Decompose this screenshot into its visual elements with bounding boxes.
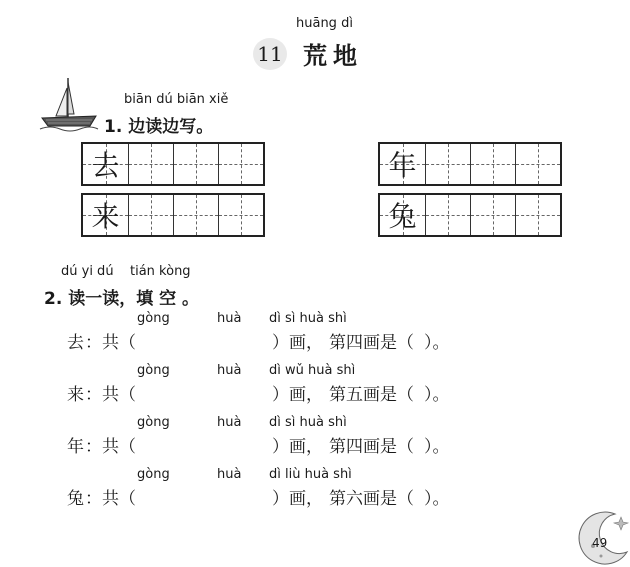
model-char: 来	[91, 200, 120, 233]
row-gong: ：共（	[85, 385, 136, 405]
grid-cell	[128, 195, 173, 235]
grid-cell	[380, 195, 425, 235]
page-number: 49	[592, 536, 608, 550]
row-ordinal: 第五画是（	[329, 385, 414, 405]
row-gong: ：共（	[85, 489, 136, 509]
row-pinyin-hua: huà	[217, 467, 242, 482]
row-pinyin-gong: gòng	[137, 415, 170, 430]
row-hua: ）画，	[272, 333, 323, 353]
section1-pinyin: biān dú biān xiě	[124, 92, 229, 107]
section1-heading: 1. 边读边写。	[104, 117, 214, 137]
row-ordinal: 第六画是（	[329, 489, 414, 509]
row-ordinal: 第四画是（	[329, 333, 414, 353]
writing-grid-row	[81, 193, 265, 237]
grid-cell	[425, 144, 470, 184]
grid-cell	[83, 195, 128, 235]
writing-grid-row	[378, 142, 562, 186]
row-gong: ：共（	[85, 437, 136, 457]
row-pinyin-hua: huà	[217, 415, 242, 430]
grid-cell	[173, 144, 218, 184]
title-pinyin: huāng dì	[296, 16, 353, 31]
section2-pinyin-2: tián kòng	[130, 264, 191, 279]
row-char: 来	[67, 385, 84, 405]
grid-cell	[173, 195, 218, 235]
model-char: 去	[91, 149, 120, 182]
row-pinyin-hua: huà	[217, 363, 242, 378]
row-pinyin-gong: gòng	[137, 467, 170, 482]
row-end: ）。	[424, 385, 450, 405]
row-char: 年	[67, 437, 84, 457]
writing-grid-row	[81, 142, 265, 186]
row-pinyin-ordinal: dì liù huà shì	[269, 467, 352, 482]
row-end: ）。	[424, 333, 450, 353]
row-gong: ：共（	[85, 333, 136, 353]
grid-cell	[470, 195, 515, 235]
model-char: 年	[388, 149, 417, 182]
row-ordinal: 第四画是（	[329, 437, 414, 457]
grid-cell	[218, 144, 263, 184]
row-pinyin-ordinal: dì wǔ huà shì	[269, 363, 356, 378]
grid-cell	[425, 195, 470, 235]
grid-cell	[218, 195, 263, 235]
row-hua: ）画，	[272, 489, 323, 509]
grid-cell	[380, 144, 425, 184]
grid-cell	[470, 144, 515, 184]
row-pinyin-hua: huà	[217, 311, 242, 326]
grid-cell	[515, 144, 560, 184]
row-end: ）。	[424, 437, 450, 457]
sailboat-icon	[38, 76, 100, 132]
row-pinyin-ordinal: dì sì huà shì	[269, 415, 347, 430]
writing-grid-row	[378, 193, 562, 237]
row-char: 去	[67, 333, 84, 353]
grid-cell	[515, 195, 560, 235]
row-pinyin-gong: gòng	[137, 311, 170, 326]
grid-cell	[128, 144, 173, 184]
row-hua: ）画，	[272, 437, 323, 457]
row-pinyin-gong: gòng	[137, 363, 170, 378]
row-hua: ）画，	[272, 385, 323, 405]
row-end: ）。	[424, 489, 450, 509]
row-char: 兔	[67, 489, 84, 509]
row-pinyin-ordinal: dì sì huà shì	[269, 311, 347, 326]
grid-cell	[83, 144, 128, 184]
lesson-title: 荒地	[303, 42, 363, 70]
section2-pinyin-1: dú yi dú	[61, 264, 114, 279]
section2-heading: 2. 读一读，填 空 。	[44, 289, 200, 309]
model-char: 兔	[388, 200, 417, 233]
lesson-number: 11	[253, 38, 287, 70]
